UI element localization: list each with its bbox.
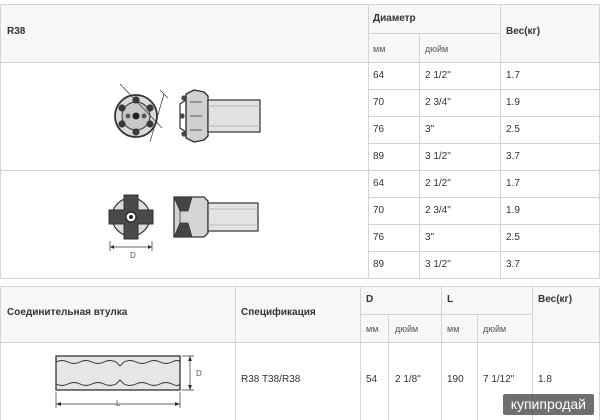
coupling-l-label: L: [116, 399, 121, 408]
diameter-header: Диаметр: [373, 13, 416, 24]
weight-value: 1.8: [538, 374, 552, 385]
button-bit-drawing: [100, 78, 270, 158]
cross-bit-face-view: [109, 195, 153, 251]
d-header: D: [366, 294, 374, 305]
bit-face-view: [115, 84, 168, 142]
l-header: L: [447, 294, 454, 305]
bit-side-view: [179, 90, 260, 142]
inch-header: дюйм: [425, 44, 449, 54]
l-mm-value: 190: [447, 374, 464, 385]
coupling-name-header: Соединительная втулка: [7, 307, 128, 318]
l-inch-header: дюйм: [483, 324, 507, 334]
l-mm-header: мм: [447, 324, 460, 334]
cross-bit-dim-label: D: [130, 251, 136, 260]
d-inch-header: дюйм: [395, 324, 419, 334]
coupling-sleeve-drawing: [44, 348, 214, 416]
d-inch-value: 2 1/8": [395, 374, 421, 385]
weight-header-2: Вес(кг): [538, 294, 573, 305]
site-watermark: купипродай: [503, 394, 594, 415]
table1-title: R38: [7, 26, 26, 37]
d-mm-header: мм: [366, 324, 379, 334]
coupling-d-label: D: [196, 369, 202, 378]
mm-header: мм: [373, 44, 386, 54]
spec-header: Спецификация: [241, 307, 316, 318]
weight-header: Вес(кг): [506, 26, 541, 37]
l-inch-value: 7 1/12": [483, 374, 515, 385]
cross-bit-side-view: [174, 197, 258, 237]
d-mm-value: 54: [366, 374, 378, 385]
spec-value: R38 T38/R38: [241, 374, 301, 385]
